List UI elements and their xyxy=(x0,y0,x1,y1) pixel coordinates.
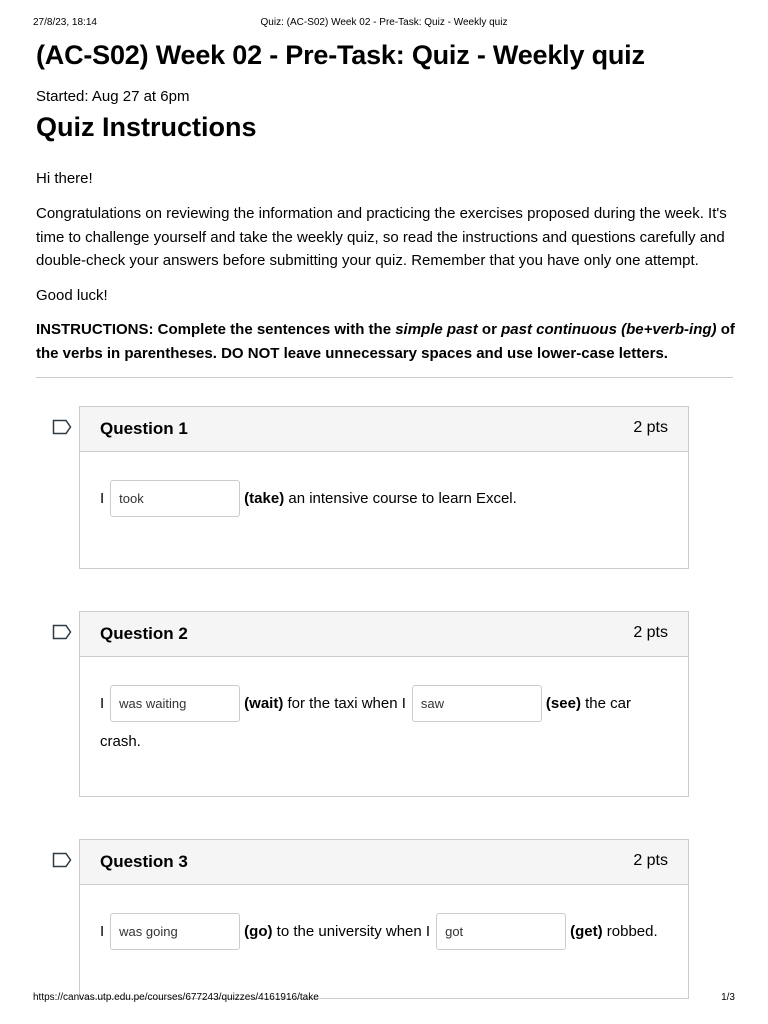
answer-input-1[interactable]: took xyxy=(110,480,240,517)
answer-input-2[interactable]: saw xyxy=(412,685,542,722)
instructions-simple-past: simple past xyxy=(395,321,478,338)
print-url: https://canvas.utp.edu.pe/courses/677243/quizzes/4161916/take xyxy=(33,992,319,1003)
verb-hint: (take) xyxy=(244,490,285,507)
sentence-line-2 xyxy=(100,733,141,750)
question-title: Question 3 xyxy=(100,852,188,871)
verb-hint: (go) xyxy=(244,923,273,940)
sentence-middle: to the university when I xyxy=(272,923,431,940)
question-points: 2 pts xyxy=(633,852,668,869)
print-doc-title: Quiz: (AC-S02) Week 02 - Pre-Task: Quiz - Weekly quiz xyxy=(260,17,508,28)
question-card-2 xyxy=(79,611,689,797)
print-date: 27/8/23, 18:14 xyxy=(33,17,97,28)
verb-hint: (get) xyxy=(570,923,603,940)
congrats-text: Congratulations on reviewing the information and practicing the exercises proposed during the week. It's time to challenge yourself and take the weekly quiz, so read the instructions and questions carefully and double-check your answers before submitting your quiz. Remember that you have only one attempt. xyxy=(36,205,727,269)
instructions-heading: Quiz Instructions xyxy=(36,112,257,142)
instructions-part1: INSTRUCTIONS: Complete the sentences with the xyxy=(36,321,396,338)
sentence-rest: an intensive course to learn Excel. xyxy=(284,490,517,507)
question-header xyxy=(80,612,688,657)
flag-question-2-icon[interactable] xyxy=(52,624,72,640)
answer-input-1[interactable]: was going xyxy=(110,913,240,950)
good-luck-text: Good luck! xyxy=(36,287,108,304)
question-title: Question 1 xyxy=(100,419,188,438)
question-points: 2 pts xyxy=(633,624,668,641)
instructions-past-continuous: past continuous (be+verb-ing) xyxy=(501,321,717,338)
sentence-rest: the car xyxy=(580,695,631,712)
started-time: Started: Aug 27 at 6pm xyxy=(36,88,190,105)
flag-question-3-icon[interactable] xyxy=(52,852,72,868)
sentence-rest: robbed. xyxy=(602,923,658,940)
sentence-line xyxy=(100,480,517,517)
section-divider xyxy=(36,377,733,378)
verb-hint: (wait) xyxy=(244,695,284,712)
question-card-1 xyxy=(79,406,689,569)
instructions-or: or xyxy=(477,321,502,338)
quiz-title: (AC-S02) Week 02 - Pre-Task: Quiz - Weekly quiz xyxy=(36,40,645,70)
sentence-middle: for the taxi when I xyxy=(283,695,406,712)
instructions-part2: of the verbs in parentheses. DO NOT leave unnecessary spaces and use lower-case letters. xyxy=(36,321,735,362)
print-header xyxy=(33,17,735,31)
question-header xyxy=(80,407,688,452)
question-header xyxy=(80,840,688,885)
print-page-number: 1/3 xyxy=(721,992,735,1003)
sentence-subject: I xyxy=(100,923,105,940)
sentence-line xyxy=(100,913,658,950)
question-points: 2 pts xyxy=(633,419,668,436)
answer-input-2[interactable]: got xyxy=(436,913,566,950)
sentence-subject: I xyxy=(100,490,105,507)
sentence-subject: I xyxy=(100,695,105,712)
answer-input-1[interactable]: was waiting xyxy=(110,685,240,722)
greeting-text: Hi there! xyxy=(36,170,93,187)
verb-hint: (see) xyxy=(545,695,581,712)
instructions-text xyxy=(36,318,736,365)
question-title: Question 2 xyxy=(100,624,188,643)
question-card-3 xyxy=(79,839,689,999)
flag-question-1-icon[interactable] xyxy=(52,419,72,435)
sentence-continuation: crash. xyxy=(100,733,141,750)
sentence-line xyxy=(100,685,631,722)
